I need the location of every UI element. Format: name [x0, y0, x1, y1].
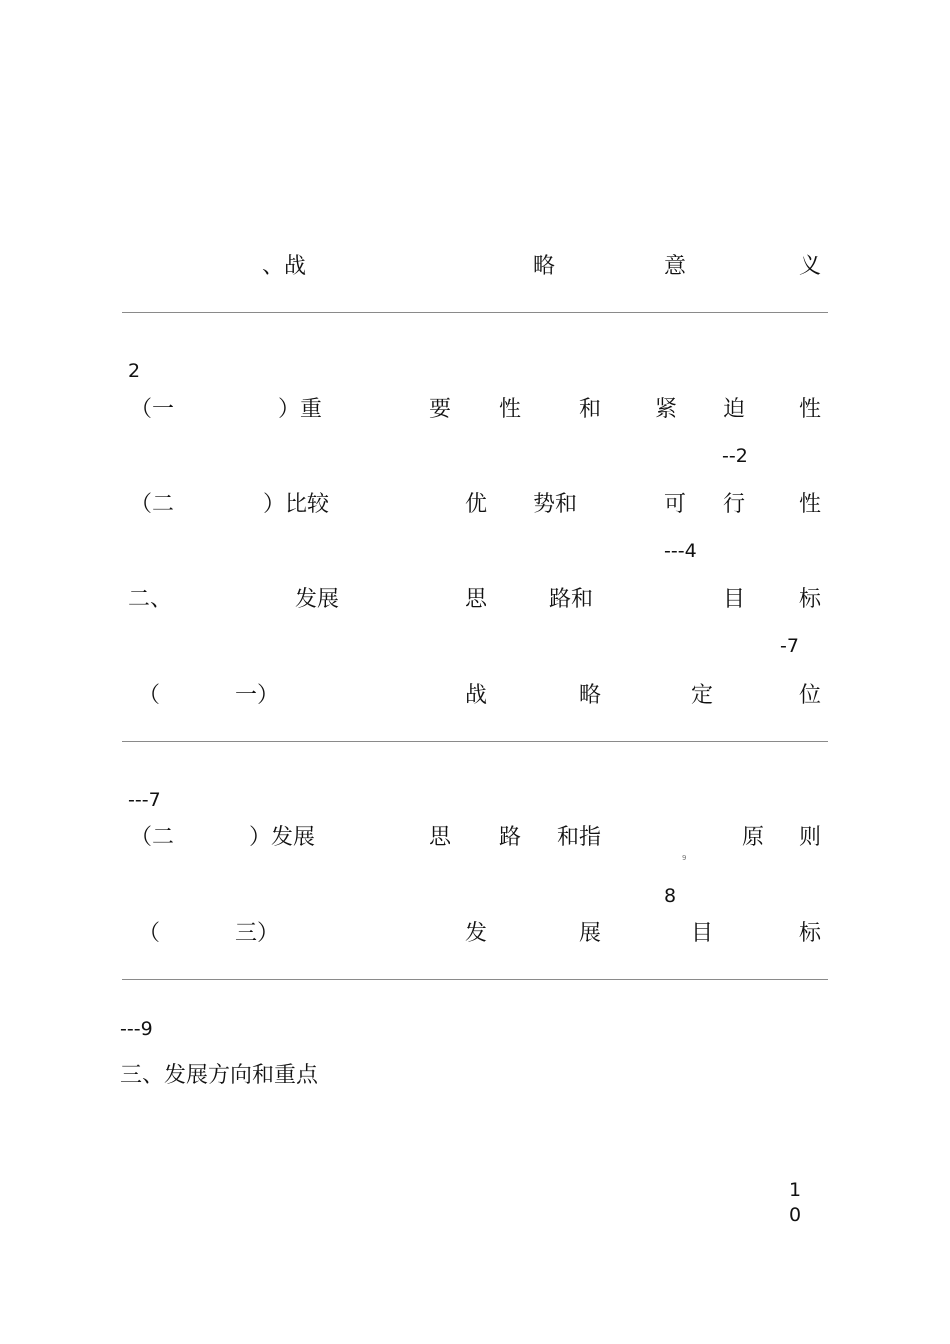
toc-entry-2-2-open: （二 — [130, 825, 175, 850]
toc-entry-2-1-char: 定 — [691, 683, 714, 708]
toc-entry-1-char: 略 — [533, 254, 556, 279]
toc-entry-2-1-char: 战 — [465, 683, 488, 708]
toc-entry-2-1-page: ---7 — [128, 789, 161, 811]
toc-entry-2-3-close: 三） — [235, 921, 280, 946]
toc-entry-1-1-char: 迫 — [723, 397, 746, 422]
toc-entry-1-1-char: 性 — [799, 397, 822, 422]
toc-entry-2-3-open: （ — [138, 921, 161, 946]
toc-entry-2-prefix: 二、 — [128, 587, 173, 612]
toc-entry-2-1-close: 一） — [235, 683, 280, 708]
toc-entry-1-1-char: 要 — [429, 397, 452, 422]
toc-entry-2-char: 路和 — [549, 587, 594, 612]
toc-entry-2-1-open: （ — [138, 683, 161, 708]
toc-entry-2-3-char: 标 — [799, 921, 822, 946]
toc-entry-1-2-char: 行 — [723, 492, 746, 517]
toc-entry-2-2-char: 路 — [499, 825, 522, 850]
toc-entry-3-page-line-2: 0 — [789, 1204, 802, 1226]
toc-entry-2-2-char: 和指 — [557, 825, 602, 850]
toc-entry-2-2-page: 8 — [664, 885, 677, 907]
toc-entry-2-1-char: 略 — [579, 683, 602, 708]
toc-entry-2-char: 目 — [723, 587, 746, 612]
toc-entry-1-char: 义 — [799, 254, 822, 279]
toc-entry-2-2-tiny-mark: 9 — [682, 854, 687, 862]
toc-entry-3-title: 三、发展方向和重点 — [120, 1063, 319, 1088]
divider-line — [122, 312, 828, 313]
toc-entry-2-page: -7 — [780, 635, 799, 657]
toc-entry-2-char: 标 — [799, 587, 822, 612]
toc-entry-1-2-char: 可 — [664, 492, 687, 517]
toc-entry-1-1-close: ）重 — [278, 397, 323, 422]
toc-entry-2-3-char: 展 — [579, 921, 602, 946]
toc-entry-1-1-page: --2 — [722, 445, 748, 467]
toc-entry-1-char: 意 — [664, 254, 687, 279]
toc-entry-1-prefix: 、战 — [262, 254, 307, 279]
toc-entry-1-1-open: （一 — [130, 397, 175, 422]
toc-entry-1-2-close: ）比较 — [263, 492, 330, 517]
toc-entry-2-1-char: 位 — [799, 683, 822, 708]
toc-entry-1-1-char: 和 — [579, 397, 602, 422]
toc-entry-1-2-page: ---4 — [664, 540, 697, 562]
toc-entry-1-1-char: 性 — [499, 397, 522, 422]
divider-line — [122, 741, 828, 742]
toc-entry-2-3-char: 目 — [691, 921, 714, 946]
toc-entry-1-2-open: （二 — [130, 492, 175, 517]
toc-entry-1-2-char: 优 — [465, 492, 488, 517]
toc-entry-1-1-char: 紧 — [655, 397, 678, 422]
toc-entry-2-3-page: ---9 — [120, 1018, 153, 1040]
toc-entry-3-page-line-1: 1 — [789, 1179, 802, 1201]
toc-entry-2-3-char: 发 — [465, 921, 488, 946]
toc-entry-1-2-char: 势和 — [533, 492, 578, 517]
toc-entry-2-2-char: 思 — [429, 825, 452, 850]
toc-entry-2-2-char: 原 — [742, 825, 765, 850]
toc-entry-1-2-char: 性 — [799, 492, 822, 517]
toc-entry-2-char: 思 — [465, 587, 488, 612]
toc-entry-2-2-close: ）发展 — [249, 825, 316, 850]
toc-entry-2-2-char: 则 — [799, 825, 822, 850]
divider-line — [122, 979, 828, 980]
toc-entry-1-page: 2 — [128, 360, 141, 382]
toc-entry-2-char: 发展 — [295, 587, 340, 612]
